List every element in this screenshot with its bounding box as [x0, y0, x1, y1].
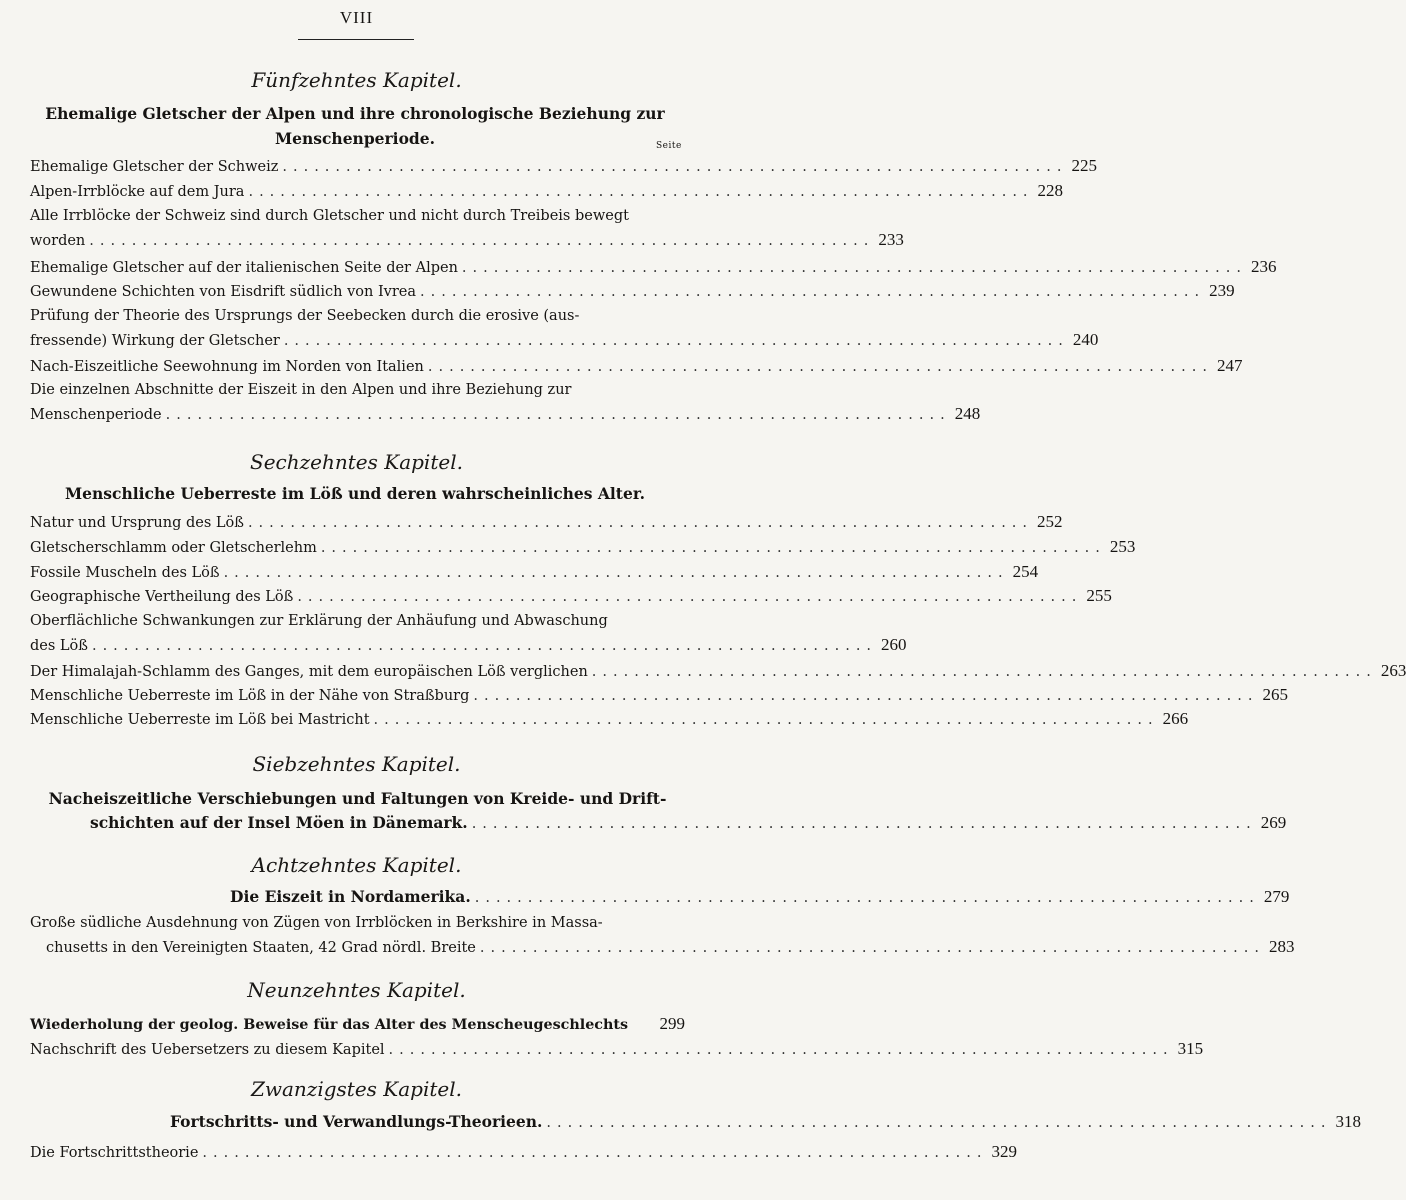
toc-entry[interactable]: Menschliche Ueberreste im Löß bei Mastricht .......................................................................... 266 [30, 707, 685, 732]
entry-page: 253 [1109, 537, 1136, 556]
entry-text: chusetts in den Vereinigten Staaten, 42 Grad nördl. Breite [46, 940, 476, 956]
entry-text: Ehemalige Gletscher der Schweiz [30, 159, 279, 175]
toc-entry[interactable]: Die einzelnen Abschnitte der Eiszeit in den Alpen und ihre Beziehung zur Menschenperiode .......................................................................... 248 [30, 378, 685, 427]
chapter-18-title-entry[interactable]: Die Eiszeit in Nordamerika. .......................................................................... 279 [30, 885, 685, 910]
entry-text: Nachschrift des Uebersetzers zu diesem Kapitel [30, 1042, 385, 1058]
toc-entry[interactable]: Prüfung der Theorie des Ursprungs der Seebecken durch die erosive (aus- fressende) Wirkung der Gletscher .......................................................................... 240 [30, 304, 685, 353]
toc-entry[interactable]: Menschliche Ueberreste im Löß in der Nähe von Straßburg .......................................................................... 265 [30, 683, 685, 708]
entry-text: Gewundene Schichten von Eisdrift südlich von Ivrea [30, 284, 417, 300]
chapter-18-title: Die Eiszeit in Nordamerika. [230, 887, 471, 906]
toc-entry[interactable]: Nach-Eiszeitliche Seewohnung im Norden von Italien .......................................................................... 247 [30, 354, 685, 379]
toc-entry[interactable]: Ehemalige Gletscher auf der italienischen Seite der Alpen .......................................................................... 236 [30, 255, 685, 280]
entry-text-line1: Alle Irrblöcke der Schweiz sind durch Gletscher und nicht durch Treibeis bewegt [30, 208, 629, 224]
entry-page: 266 [1162, 709, 1189, 728]
toc-entry[interactable]: Alle Irrblöcke der Schweiz sind durch Gletscher und nicht durch Treibeis bewegt worden .......................................................................... 233 [30, 204, 685, 253]
toc-entry[interactable]: Fossile Muscheln des Löß .......................................................................... 254 [30, 560, 685, 585]
entry-text: des Löß [30, 638, 88, 654]
entry-text: Nach-Eiszeitliche Seewohnung im Norden von Italien [30, 359, 424, 375]
entry-page: 318 [1335, 1112, 1361, 1131]
toc-entry[interactable]: Große südliche Ausdehnung von Zügen von Irrblöcken in Berkshire in Massa- chusetts in den Vereinigten Staaten, 42 Grad nördl. Breite .......................................................................... 283 [30, 911, 685, 960]
toc-entry[interactable]: Geographische Vertheilung des Löß .......................................................................... 255 [30, 584, 685, 609]
chapter-19-heading: Neunzehntes Kapitel. [247, 978, 466, 1002]
entry-page: 329 [991, 1142, 1017, 1161]
page-number: VIII [339, 8, 374, 27]
entry-text: fressende) Wirkung der Gletscher [30, 333, 280, 349]
entry-text: Gletscherschlamm oder Gletscherlehm [30, 540, 317, 556]
entry-page: 236 [1251, 257, 1277, 276]
entry-page: 265 [1262, 685, 1288, 704]
entry-text-line1: Große südliche Ausdehnung von Zügen von Irrblöcken in Berkshire in Massa- [30, 915, 603, 931]
chapter-19-title: Wiederholung der geolog. Beweise für das Alter des Menscheugeschlechts [30, 1017, 629, 1033]
entry-text-line1: Oberflächliche Schwankungen zur Erklärung der Anhäufung und Abwaschung [30, 613, 608, 629]
entry-text: worden [30, 233, 86, 249]
toc-entry[interactable]: Gewundene Schichten von Eisdrift südlich von Ivrea .......................................................................... 239 [30, 279, 685, 304]
entry-page: 315 [1177, 1039, 1204, 1058]
toc-entry[interactable]: Alpen-Irrblöcke auf dem Jura .......................................................................... 228 [30, 179, 685, 204]
entry-page: 283 [1268, 937, 1295, 956]
entry-text: Menschliche Ueberreste im Löß bei Mastricht [30, 712, 370, 728]
toc-entry[interactable]: Gletscherschlamm oder Gletscherlehm .......................................................................... 253 [30, 535, 685, 560]
entry-page: 239 [1209, 281, 1235, 300]
chapter-20-heading: Zwanzigstes Kapitel. [250, 1077, 462, 1101]
seite-label: Seite [656, 141, 682, 151]
entry-page: 260 [881, 635, 907, 654]
chapter-17-heading: Siebzehntes Kapitel. [252, 752, 461, 776]
entry-text: Natur und Ursprung des Löß [30, 515, 244, 531]
entry-text-line1: Die einzelnen Abschnitte der Eiszeit in den Alpen und ihre Beziehung zur [30, 382, 572, 398]
entry-page: 228 [1037, 181, 1064, 200]
entry-text: Der Himalajah-Schlamm des Ganges, mit dem europäischen Löß verglichen [30, 664, 588, 680]
toc-entry[interactable]: Oberflächliche Schwankungen zur Erklärung der Anhäufung und Abwaschung des Löß .......................................................................... 260 [30, 609, 685, 658]
entry-text: Menschenperiode [30, 407, 162, 423]
entry-text: Menschliche Ueberreste im Löß in der Nähe von Straßburg [30, 688, 470, 704]
toc-entry[interactable]: Die Fortschrittstheorie .......................................................................... 329 [30, 1140, 685, 1165]
entry-text: Ehemalige Gletscher auf der italienischen Seite der Alpen [30, 260, 458, 276]
chapter-17-title-entry[interactable]: Nacheiszeitliche Verschiebungen und Faltungen von Kreide- und Drift- schichten auf der Insel Möen in Dänemark. .......................................................................... 269 [30, 787, 685, 836]
toc-entry[interactable]: Der Himalajah-Schlamm des Ganges, mit dem europäischen Löß verglichen .......................................................................... 263 [30, 659, 685, 684]
entry-text-line1: Prüfung der Theorie des Ursprungs der Seebecken durch die erosive (aus- [30, 308, 580, 324]
entry-page: 248 [954, 404, 981, 423]
chapter-17-title-line2: schichten auf der Insel Möen in Dänemark. [90, 813, 468, 832]
entry-page: 299 [659, 1014, 685, 1033]
chapter-20-title: Fortschritts- und Verwandlungs-Theorieen. [170, 1112, 543, 1131]
entry-page: 252 [1037, 512, 1063, 531]
entry-page: 269 [1260, 813, 1287, 832]
entry-text: Alpen-Irrblöcke auf dem Jura [30, 184, 245, 200]
entry-page: 263 [1380, 661, 1406, 680]
chapter-15-title-line2: Menschenperiode. [274, 129, 436, 148]
entry-page: 254 [1012, 562, 1039, 581]
entry-text: Geographische Vertheilung des Löß [30, 589, 294, 605]
chapter-15-title-line1: Ehemalige Gletscher der Alpen und ihre chronologische Beziehung zur [45, 104, 665, 123]
chapter-15-heading: Fünfzehntes Kapitel. [251, 68, 462, 92]
chapter-16-title: Menschliche Ueberreste im Löß und deren wahrscheinliches Alter. [65, 484, 645, 503]
chapter-20-title-entry[interactable]: Fortschritts- und Verwandlungs-Theorieen. .......................................................................... 318 [30, 1110, 685, 1135]
entry-page: 279 [1263, 887, 1290, 906]
entry-page: 255 [1086, 586, 1112, 605]
chapter-19-title-entry[interactable] [30, 1012, 685, 1037]
entry-text: Fossile Muscheln des Löß [30, 565, 220, 581]
entry-page: 247 [1216, 356, 1243, 375]
entry-text: Die Fortschrittstheorie [30, 1145, 199, 1161]
toc-entry[interactable]: Natur und Ursprung des Löß .......................................................................... 252 [30, 510, 685, 535]
entry-page: 225 [1071, 156, 1097, 175]
toc-entry[interactable]: Ehemalige Gletscher der Schweiz .......................................................................... 225 [30, 154, 685, 179]
entry-page: 233 [878, 230, 904, 249]
toc-entry[interactable]: Nachschrift des Uebersetzers zu diesem Kapitel .......................................................................... 315 [30, 1037, 685, 1062]
entry-page: 240 [1072, 330, 1099, 349]
header-rule [298, 39, 414, 40]
chapter-18-heading: Achtzehntes Kapitel. [251, 853, 462, 877]
chapter-17-title-line1: Nacheiszeitliche Verschiebungen und Faltungen von Kreide- und Drift- [48, 789, 667, 808]
chapter-16-heading: Sechzehntes Kapitel. [250, 450, 463, 474]
